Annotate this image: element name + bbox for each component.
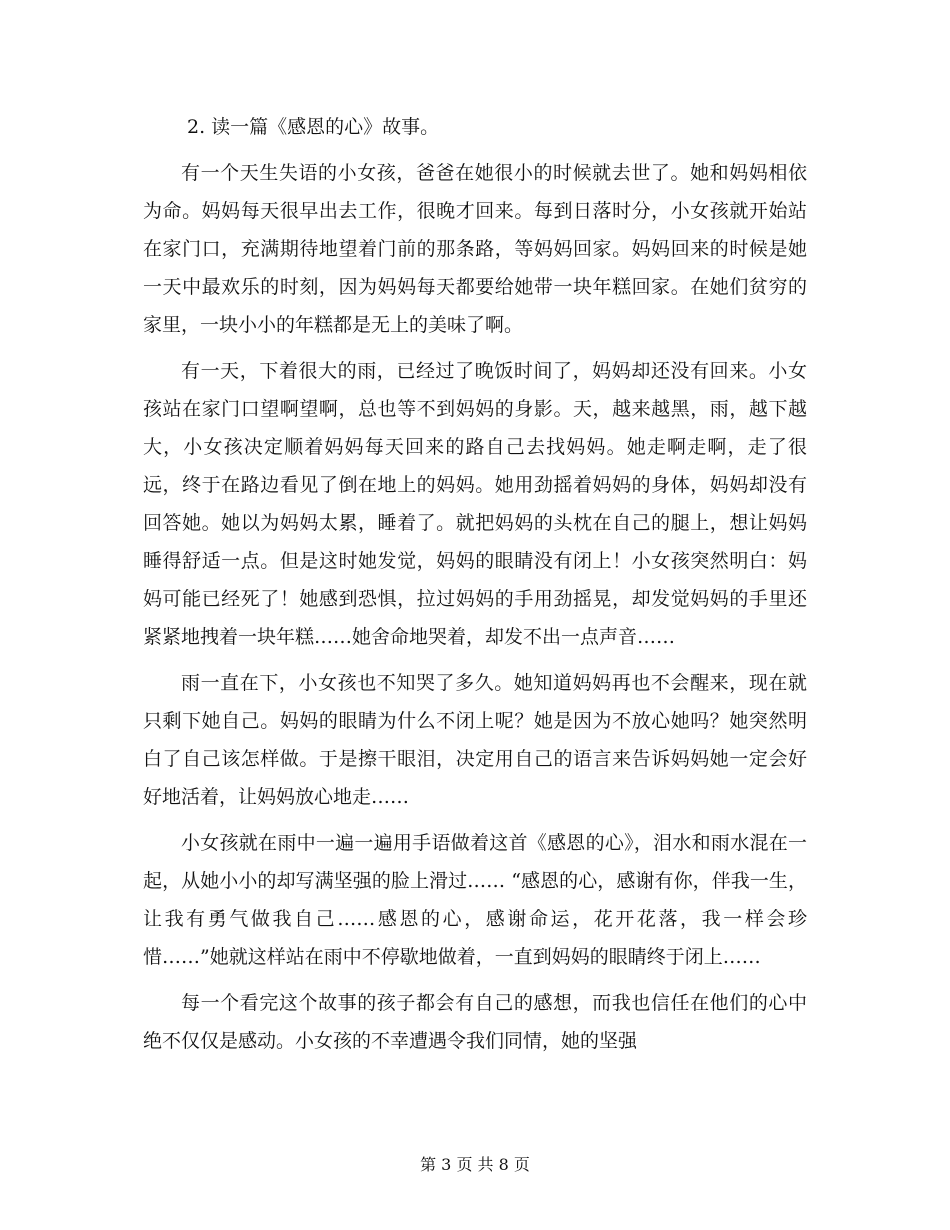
paragraph-1: 有一个天生失语的小女孩，爸爸在她很小的时候就去世了。她和妈妈相依为命。妈妈每天很早出去工作，很晚才回来。每到日落时分，小女孩就开始站在家门口，充满期待地望着门前的那条路，等妈妈回家。妈妈回来的时候是她一天中最欢乐的时刻，因为妈妈每天都要给她带一块年糕回家。在她们贫穷的家里，一块小小的年糕都是无上的美味了啊。 xyxy=(143,162,807,336)
paragraph-2: 有一天，下着很大的雨，已经过了晚饭时间了，妈妈却还没有回来。小女孩站在家门口望啊望啊，总也等不到妈妈的身影。天，越来越黑，雨，越下越大，小女孩决定顺着妈妈每天回来的路自己去找妈妈。她走啊走啊，走了很远，终于在路边看见了倒在地上的妈妈。她用劲摇着妈妈的身体，妈妈却没有回答她。她以为妈妈太累，睡着了。就把妈妈的头枕在自己的腿上，想让妈妈睡得舒适一点。但是这时她发觉，妈妈的眼睛没有闭上！小女孩突然明白：妈妈可能已经死了！她感到恐惧，拉过妈妈的手用劲摇晃，却发觉妈妈的手里还紧紧地拽着一块年糕……她舍命地哭着，却发不出一点声音…… xyxy=(143,360,807,648)
section-heading: 2. 读一篇《感恩的心》故事。 xyxy=(187,116,440,138)
paragraph-4: 小女孩就在雨中一遍一遍用手语做着这首《感恩的心》，泪水和雨水混在一起，从她小小的却写满坚强的脸上滑过…… “感恩的心，感谢有你，伴我一生，让我有勇气做我自己……感恩的心，感谢命运，花开花落，我一样会珍惜……”她就这样站在雨中不停歇地做着，一直到妈妈的眼睛终于闭上…… xyxy=(143,832,807,968)
paragraph-5: 每一个看完这个故事的孩子都会有自己的感想，而我也信任在他们的心中绝不仅仅是感动。小女孩的不幸遭遇令我们同情，她的坚强 xyxy=(143,992,807,1052)
page-number-footer: 第 3 页 共 8 页 xyxy=(420,1155,530,1174)
paragraph-3: 雨一直在下，小女孩也不知哭了多久。她知道妈妈再也不会醒来，现在就只剩下她自己。妈妈的眼睛为什么不闭上呢？她是因为不放心她吗？她突然明白了自己该怎样做。于是擦干眼泪，决定用自己的语言来告诉妈妈她一定会好好地活着，让妈妈放心地走…… xyxy=(143,672,807,808)
document-body xyxy=(143,108,807,1068)
